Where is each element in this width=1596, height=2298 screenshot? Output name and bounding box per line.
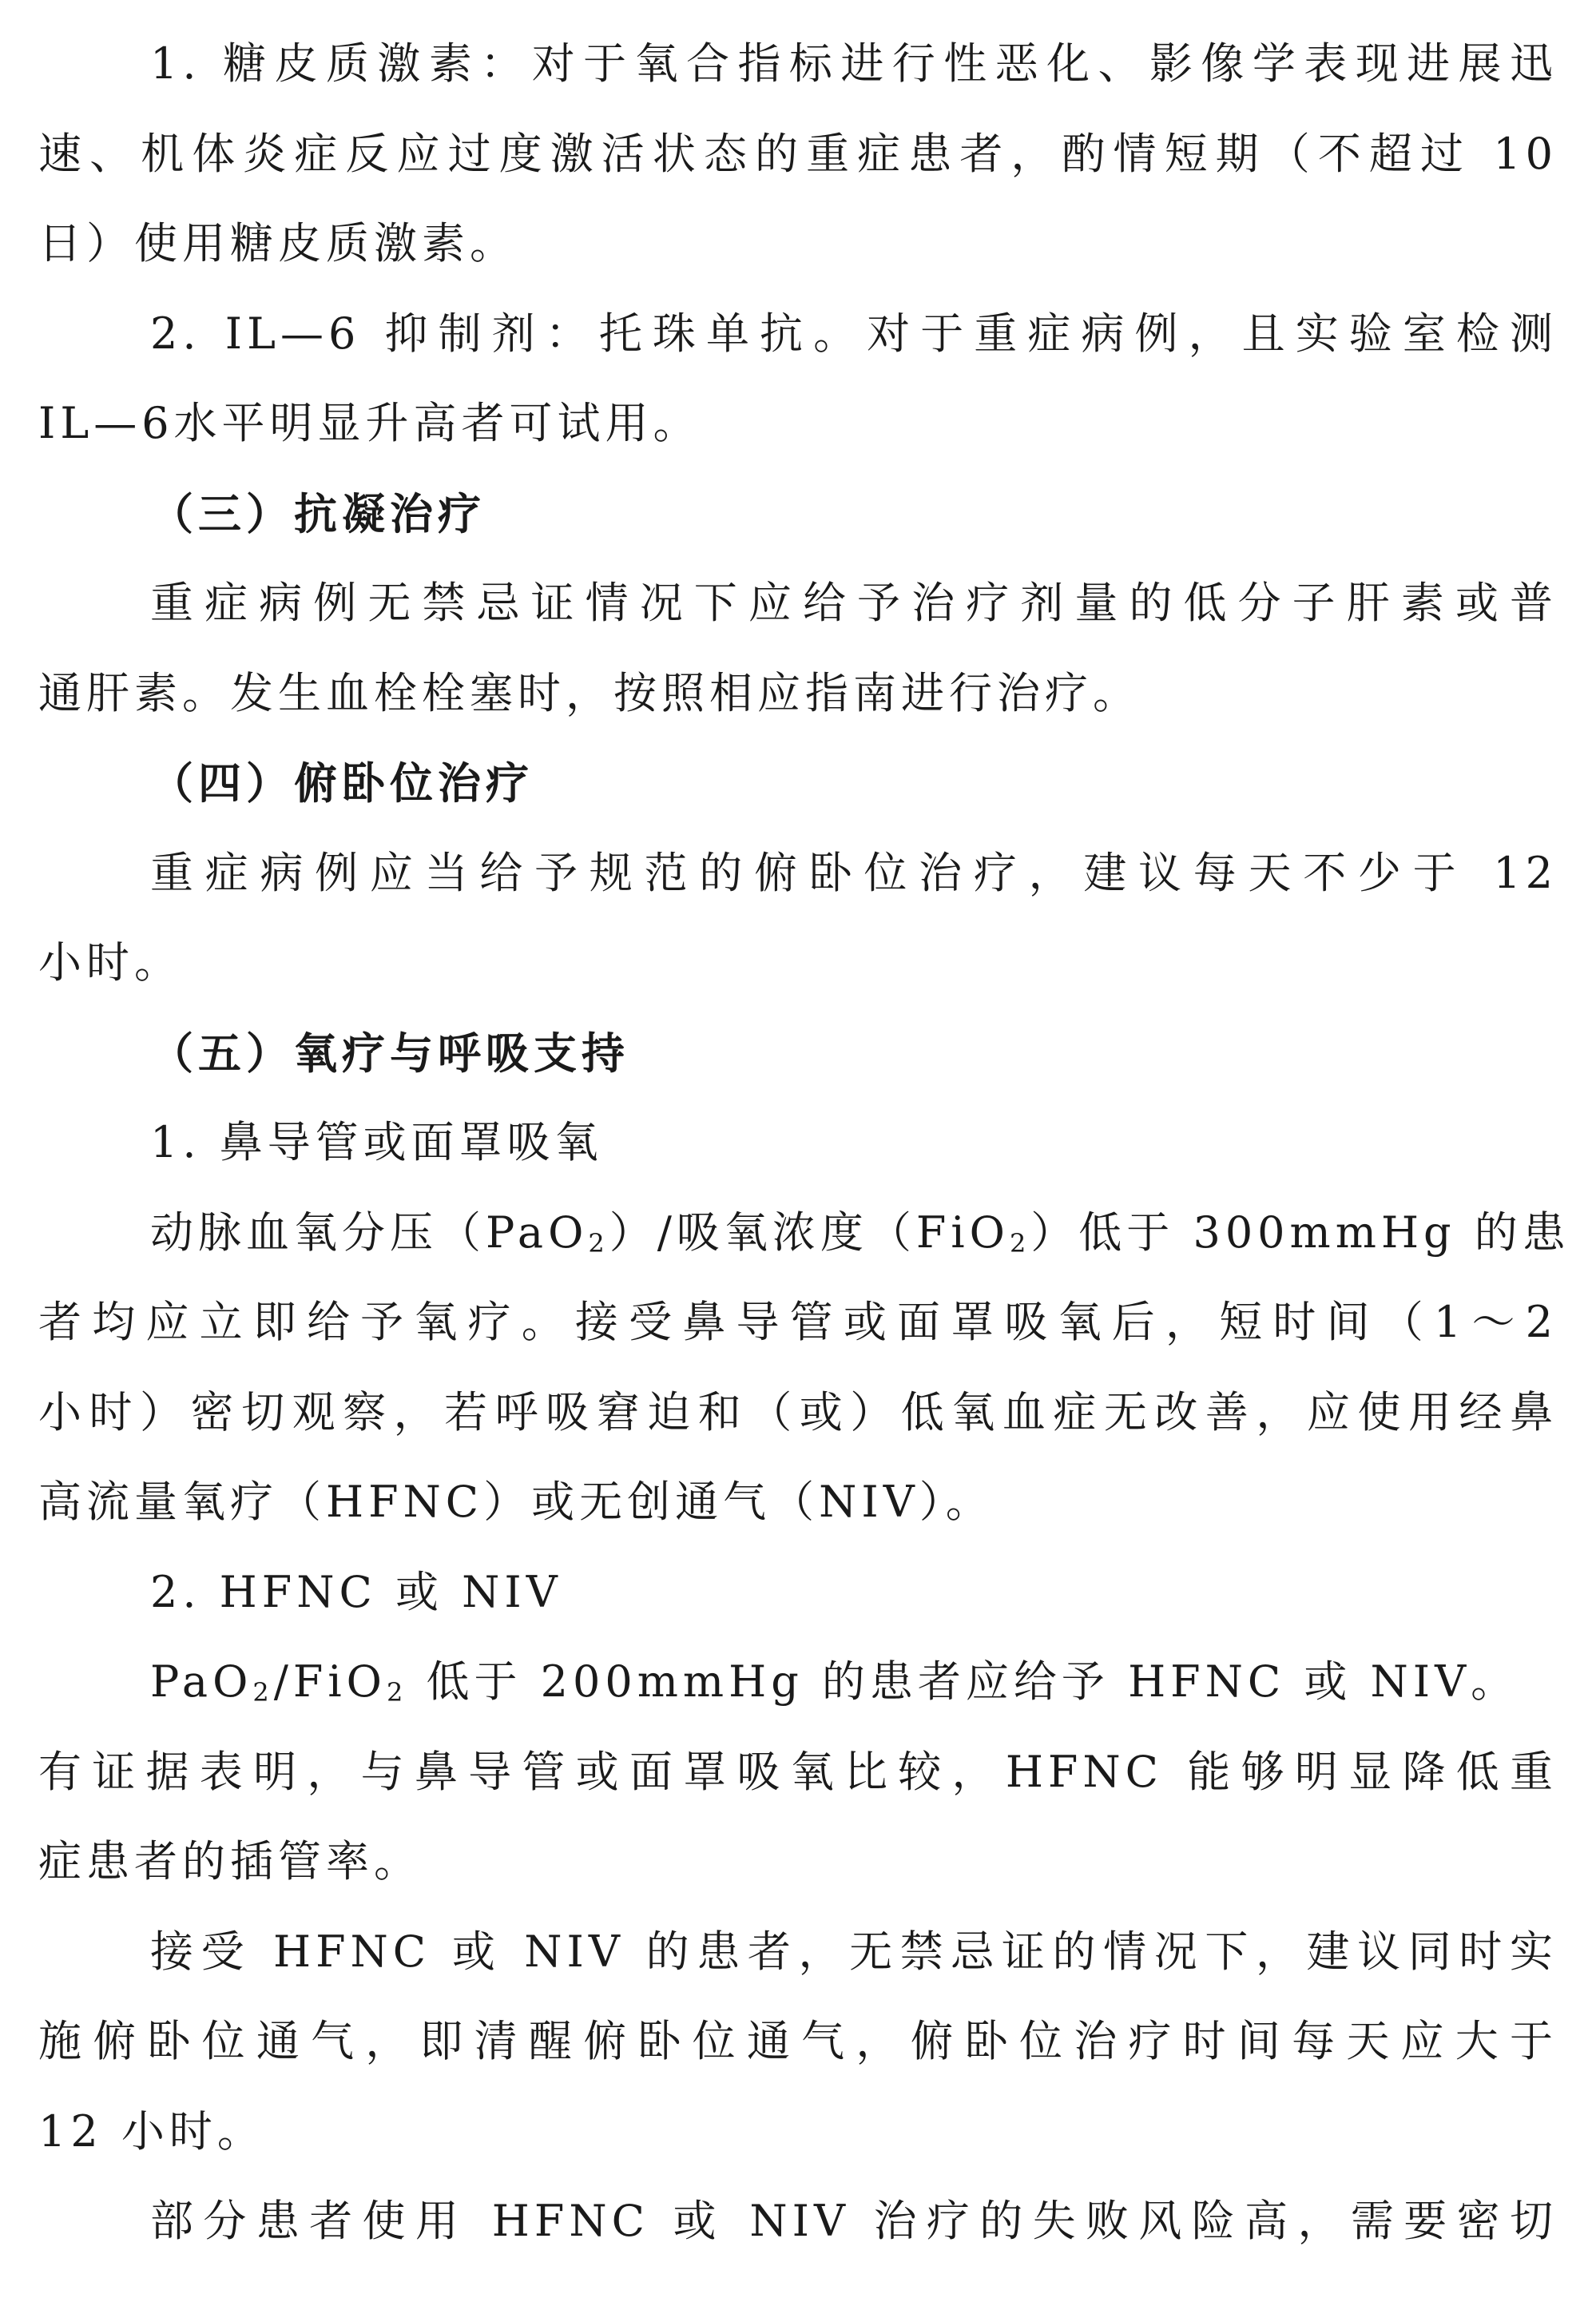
section-heading: （五）氧疗与呼吸支持 [150, 1028, 629, 1079]
text-segment: 低于 200mmHg 的患者应给予 HFNC 或 NIV。 [407, 1656, 1519, 1707]
text-segment: PaO [150, 1656, 253, 1707]
text-line: 日）使用糖皮质激素。 [38, 218, 518, 268]
text-segment: 动脉血氧分压（PaO [150, 1207, 589, 1258]
text-line: 速、机体炎症反应过度激活状态的重症患者，酌情短期（不超过 10 [38, 129, 1558, 179]
text-line: 重症病例无禁忌证情况下应给予治疗剂量的低分子肝素或普 [150, 578, 1558, 628]
text-segment: ）低于 300mmHg 的患 [1030, 1207, 1570, 1258]
text-line: 重症病例应当给予规范的俯卧位治疗，建议每天不少于 12 [150, 848, 1558, 898]
subscript: 2 [386, 1677, 408, 1708]
text-line: 部分患者使用 HFNC 或 NIV 治疗的失败风险高，需要密切 [150, 2196, 1558, 2246]
subscript: 2 [1009, 1228, 1031, 1258]
subscript: 2 [252, 1677, 274, 1708]
text-line [150, 1650, 1558, 1714]
text-line: 通肝素。发生血栓栓塞时，按照相应指南进行治疗。 [38, 668, 1141, 718]
subsection-heading: 1. 鼻导管或面罩吸氧 [150, 1117, 603, 1167]
text-line: 小时。 [38, 937, 182, 988]
text-segment: /FiO [273, 1656, 387, 1707]
text-line: 12 小时。 [38, 2106, 265, 2157]
text-line: 小时）密切观察，若呼吸窘迫和（或）低氧血症无改善，应使用经鼻 [38, 1387, 1558, 1437]
section-heading: （四）俯卧位治疗 [150, 757, 534, 809]
text-line: 接受 HFNC 或 NIV 的患者，无禁忌证的情况下，建议同时实 [150, 1926, 1558, 1977]
text-segment: ）/吸氧浓度（FiO [609, 1207, 1010, 1258]
text-line [150, 1201, 1570, 1265]
text-line: 有证据表明，与鼻导管或面罩吸氧比较，HFNC 能够明显降低重 [38, 1747, 1558, 1797]
section-heading: （三）抗凝治疗 [150, 488, 486, 539]
subscript: 2 [588, 1228, 609, 1258]
subsection-heading: 2. HFNC 或 NIV [150, 1567, 562, 1617]
text-line: IL—6水平明显升高者可试用。 [38, 398, 701, 448]
text-line: 者均应立即给予氧疗。接受鼻导管或面罩吸氧后，短时间（1～2 [38, 1297, 1558, 1347]
text-line: 症患者的插管率。 [38, 1836, 422, 1887]
text-line: 高流量氧疗（HFNC）或无创通气（NIV）。 [38, 1477, 994, 1527]
text-line: 1. 糖皮质激素：对于氧合指标进行性恶化、影像学表现进展迅 [150, 38, 1558, 89]
text-line: 施俯卧位通气，即清醒俯卧位通气，俯卧位治疗时间每天应大于 [38, 2016, 1558, 2066]
text-line: 2. IL—6 抑制剂：托珠单抗。对于重症病例，且实验室检测 [150, 308, 1558, 359]
